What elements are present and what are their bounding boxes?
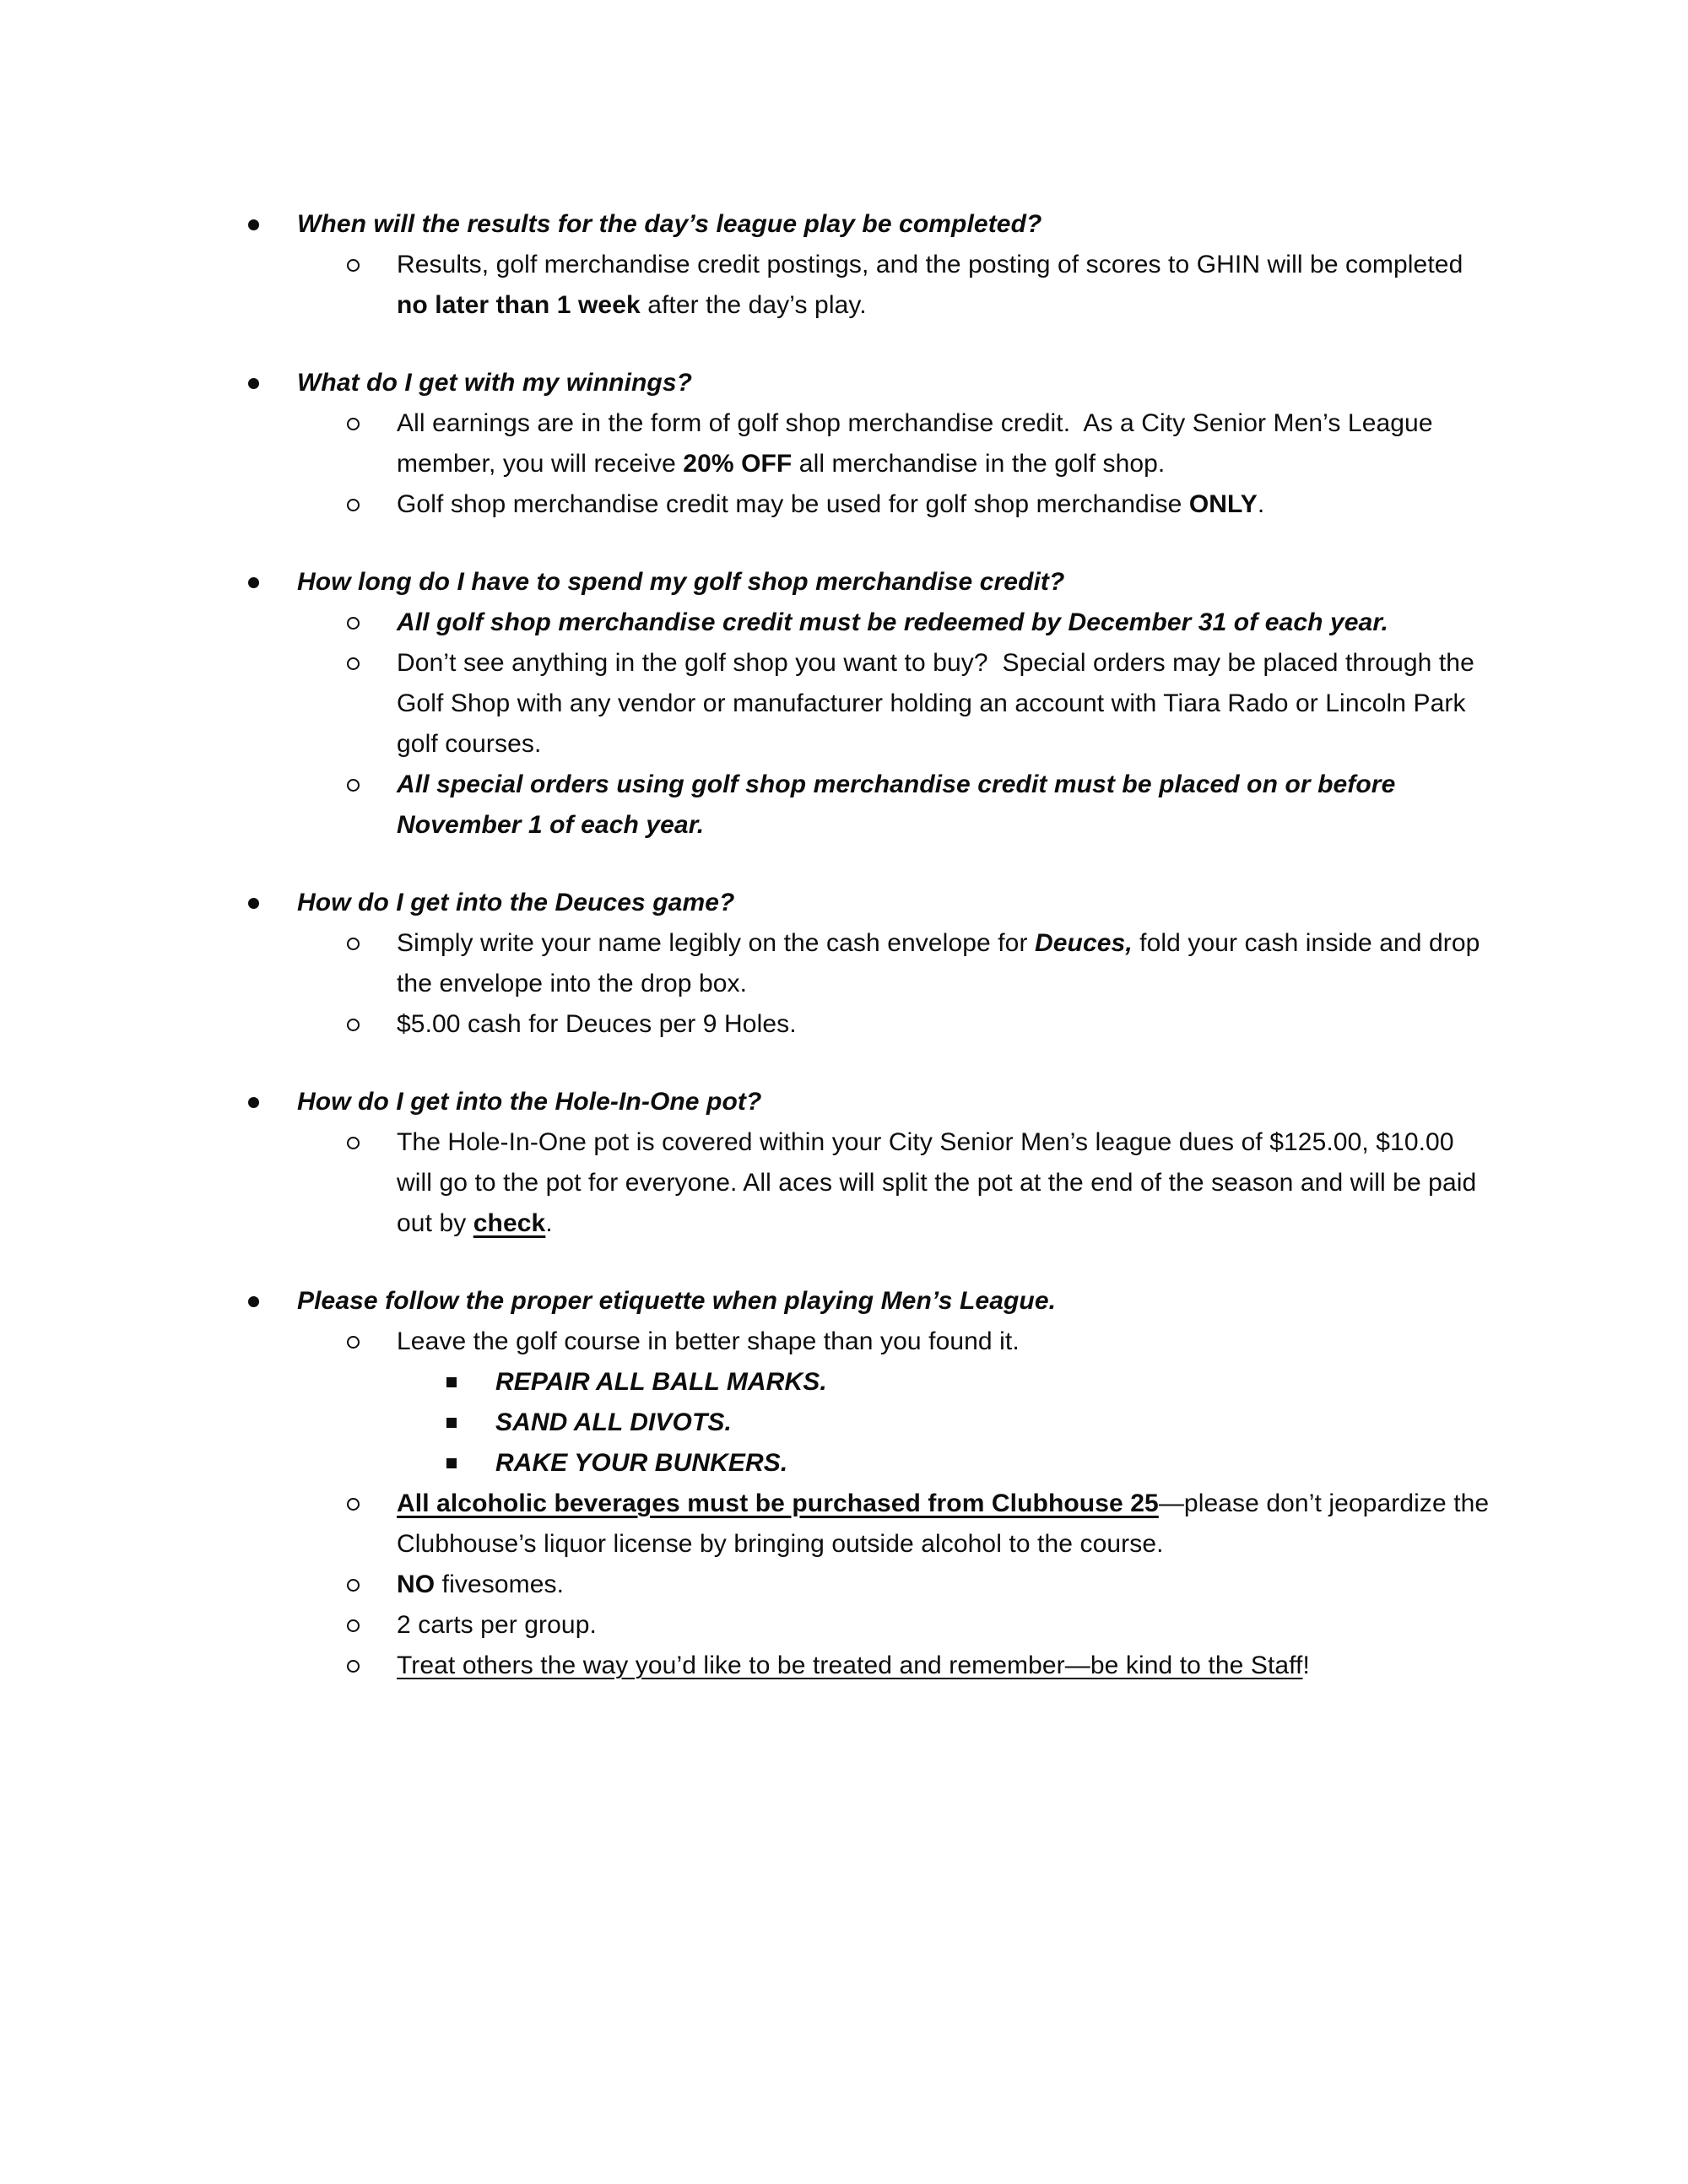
text-block xyxy=(495,1403,732,1443)
faq-item xyxy=(347,923,1490,1004)
text-block xyxy=(297,883,734,923)
text-run: All earnings are in the form of golf shop merchandise credit. As a City Senior Men’s League member, you will receive xyxy=(397,409,1441,478)
faq-item xyxy=(347,1605,1490,1646)
text-run: Treat others the way you’d like to be treated and remember—be kind to the Staff xyxy=(397,1652,1303,1679)
circle-bullet-icon xyxy=(347,1137,360,1149)
circle-bullet-icon xyxy=(347,1019,360,1031)
text-run: Please follow the proper etiquette when playing Men’s League. xyxy=(297,1287,1057,1315)
text-run: Golf shop merchandise credit may be used for golf shop merchandise xyxy=(397,490,1189,518)
faq-item xyxy=(347,1322,1490,1362)
circle-bullet-icon xyxy=(347,617,360,630)
text-run: Results, golf merchandise credit postings, and the posting of scores to GHIN will be completed xyxy=(397,251,1470,278)
bullet-icon xyxy=(248,1097,259,1108)
faq-item xyxy=(446,1403,1490,1443)
text-run: . xyxy=(1257,490,1265,518)
faq-question xyxy=(248,562,1490,603)
circle-bullet-icon xyxy=(347,603,397,643)
text-block xyxy=(397,1004,797,1045)
text-block xyxy=(397,643,1490,765)
circle-bullet-icon xyxy=(347,499,360,511)
text-block xyxy=(397,1484,1496,1565)
text-block xyxy=(397,484,1264,525)
text-block xyxy=(297,204,1041,245)
circle-bullet-icon xyxy=(347,1565,397,1605)
faq-item xyxy=(347,403,1490,484)
circle-bullet-icon xyxy=(347,418,360,430)
text-run: What do I get with my winnings? xyxy=(297,369,693,397)
square-bullet-icon xyxy=(446,1403,495,1443)
circle-bullet-icon xyxy=(347,1660,360,1673)
text-block xyxy=(297,1281,1056,1322)
text-run: ! xyxy=(1302,1652,1310,1679)
bullet-icon xyxy=(248,378,259,389)
circle-bullet-icon xyxy=(347,765,397,805)
faq-item xyxy=(347,484,1490,525)
text-block xyxy=(397,765,1490,846)
text-run: no later than 1 week xyxy=(397,291,641,319)
circle-bullet-icon xyxy=(347,245,397,285)
circle-bullet-icon xyxy=(347,1004,397,1045)
circle-bullet-icon xyxy=(347,259,360,272)
faq-section xyxy=(248,363,1490,525)
faq-item xyxy=(446,1443,1490,1484)
text-block xyxy=(397,245,1490,326)
text-block xyxy=(297,1082,761,1122)
faq-item xyxy=(347,765,1490,846)
circle-bullet-icon xyxy=(347,643,397,684)
circle-bullet-icon xyxy=(347,1498,360,1511)
text-run: How do I get into the Deuces game? xyxy=(297,889,735,916)
circle-bullet-icon xyxy=(347,938,360,950)
faq-section xyxy=(248,562,1490,846)
text-block xyxy=(495,1362,827,1403)
bullet-icon xyxy=(248,219,259,230)
faq-section xyxy=(248,883,1490,1045)
circle-bullet-icon xyxy=(347,657,360,670)
text-run: REPAIR ALL BALL MARKS. xyxy=(495,1368,827,1396)
text-run: All special orders using golf shop merchandise credit must be placed on or before November 1 of each year. xyxy=(397,770,1403,839)
bullet-icon xyxy=(248,883,297,923)
faq-section xyxy=(248,1281,1496,1686)
bullet-icon xyxy=(248,363,297,403)
text-run: 20% OFF xyxy=(683,450,793,478)
faq-question xyxy=(248,363,1490,403)
circle-bullet-icon xyxy=(347,1646,397,1686)
faq-item xyxy=(347,1565,1490,1605)
bullet-icon xyxy=(248,1296,259,1307)
faq-item xyxy=(347,1122,1490,1244)
faq-item xyxy=(347,245,1490,326)
text-run: NO xyxy=(397,1570,436,1598)
text-block xyxy=(397,1122,1490,1244)
text-run: All alcoholic beverages must be purchased from Clubhouse 25 xyxy=(397,1489,1159,1517)
bullet-icon xyxy=(248,898,259,909)
square-bullet-icon xyxy=(446,1458,457,1468)
text-block xyxy=(397,603,1388,643)
faq-item xyxy=(347,1484,1496,1565)
square-bullet-icon xyxy=(446,1377,457,1387)
square-bullet-icon xyxy=(446,1418,457,1428)
circle-bullet-icon xyxy=(347,1122,397,1163)
text-run: all merchandise in the golf shop. xyxy=(792,450,1166,478)
text-block xyxy=(397,1322,1020,1362)
faq-section xyxy=(248,1082,1490,1244)
faq-item xyxy=(347,1004,1490,1045)
faq-item xyxy=(347,1646,1490,1686)
text-block xyxy=(397,1565,564,1605)
text-block xyxy=(397,1605,597,1646)
text-block xyxy=(397,1646,1310,1686)
text-run: How do I get into the Hole-In-One pot? xyxy=(297,1088,762,1116)
text-run: SAND ALL DIVOTS. xyxy=(495,1408,732,1436)
faq-section xyxy=(248,204,1490,326)
text-block xyxy=(397,403,1490,484)
text-run: How long do I have to spend my golf shop merchandise credit? xyxy=(297,568,1065,596)
text-run: Deuces, xyxy=(1034,929,1133,957)
square-bullet-icon xyxy=(446,1443,495,1484)
faq-item xyxy=(347,643,1490,765)
text-run: Don’t see anything in the golf shop you want to buy? Special orders may be placed through the Golf Shop with any vendor or manufacturer holding an account with Tiara Rado or Lincoln Park golf courses. xyxy=(397,649,1482,758)
circle-bullet-icon xyxy=(347,1579,360,1592)
circle-bullet-icon xyxy=(347,1336,360,1349)
circle-bullet-icon xyxy=(347,403,397,444)
bullet-icon xyxy=(248,1281,297,1322)
faq-question xyxy=(248,1082,1490,1122)
circle-bullet-icon xyxy=(347,1484,397,1524)
text-run: All golf shop merchandise credit must be redeemed by December 31 of each year. xyxy=(397,608,1388,636)
text-block xyxy=(297,562,1064,603)
text-run: The Hole-In-One pot is covered within your City Senior Men’s league dues of $125.00, $10.00 will go to the pot for everyone. All aces will split the pot at the end of the season and will be paid out by xyxy=(397,1128,1484,1237)
text-run: RAKE YOUR BUNKERS. xyxy=(495,1449,788,1477)
text-run: check xyxy=(473,1209,546,1237)
square-bullet-icon xyxy=(446,1362,495,1403)
text-run: . xyxy=(545,1209,553,1237)
faq-question xyxy=(248,1281,1490,1322)
circle-bullet-icon xyxy=(347,779,360,792)
circle-bullet-icon xyxy=(347,923,397,964)
circle-bullet-icon xyxy=(347,1605,397,1646)
faq-question xyxy=(248,204,1490,245)
text-run: fold your cash inside and drop the envelope into the drop box. xyxy=(397,929,1487,997)
text-run: $5.00 cash for Deuces per 9 Holes. xyxy=(397,1010,797,1038)
text-run: fivesomes. xyxy=(435,1570,565,1598)
bullet-icon xyxy=(248,1082,297,1122)
faq-item xyxy=(446,1362,1490,1403)
circle-bullet-icon xyxy=(347,484,397,525)
text-block xyxy=(397,923,1490,1004)
circle-bullet-icon xyxy=(347,1619,360,1632)
text-run: 2 carts per group. xyxy=(397,1611,597,1639)
text-run: Leave the golf course in better shape than you found it. xyxy=(397,1327,1020,1355)
text-run: —please don’t jeopardize the Clubhouse’s liquor license by bringing outside alcohol to the course. xyxy=(397,1489,1496,1558)
circle-bullet-icon xyxy=(347,1322,397,1362)
text-block xyxy=(297,363,692,403)
text-run: after the day’s play. xyxy=(640,291,867,319)
text-block xyxy=(495,1443,787,1484)
bullet-icon xyxy=(248,577,259,588)
text-run: Simply write your name legibly on the cash envelope for xyxy=(397,929,1035,957)
text-run: ONLY xyxy=(1188,490,1258,518)
text-run: When will the results for the day’s league play be completed? xyxy=(297,210,1042,238)
bullet-icon xyxy=(248,562,297,603)
bullet-icon xyxy=(248,204,297,245)
faq-question xyxy=(248,883,1490,923)
faq-item xyxy=(347,603,1490,643)
